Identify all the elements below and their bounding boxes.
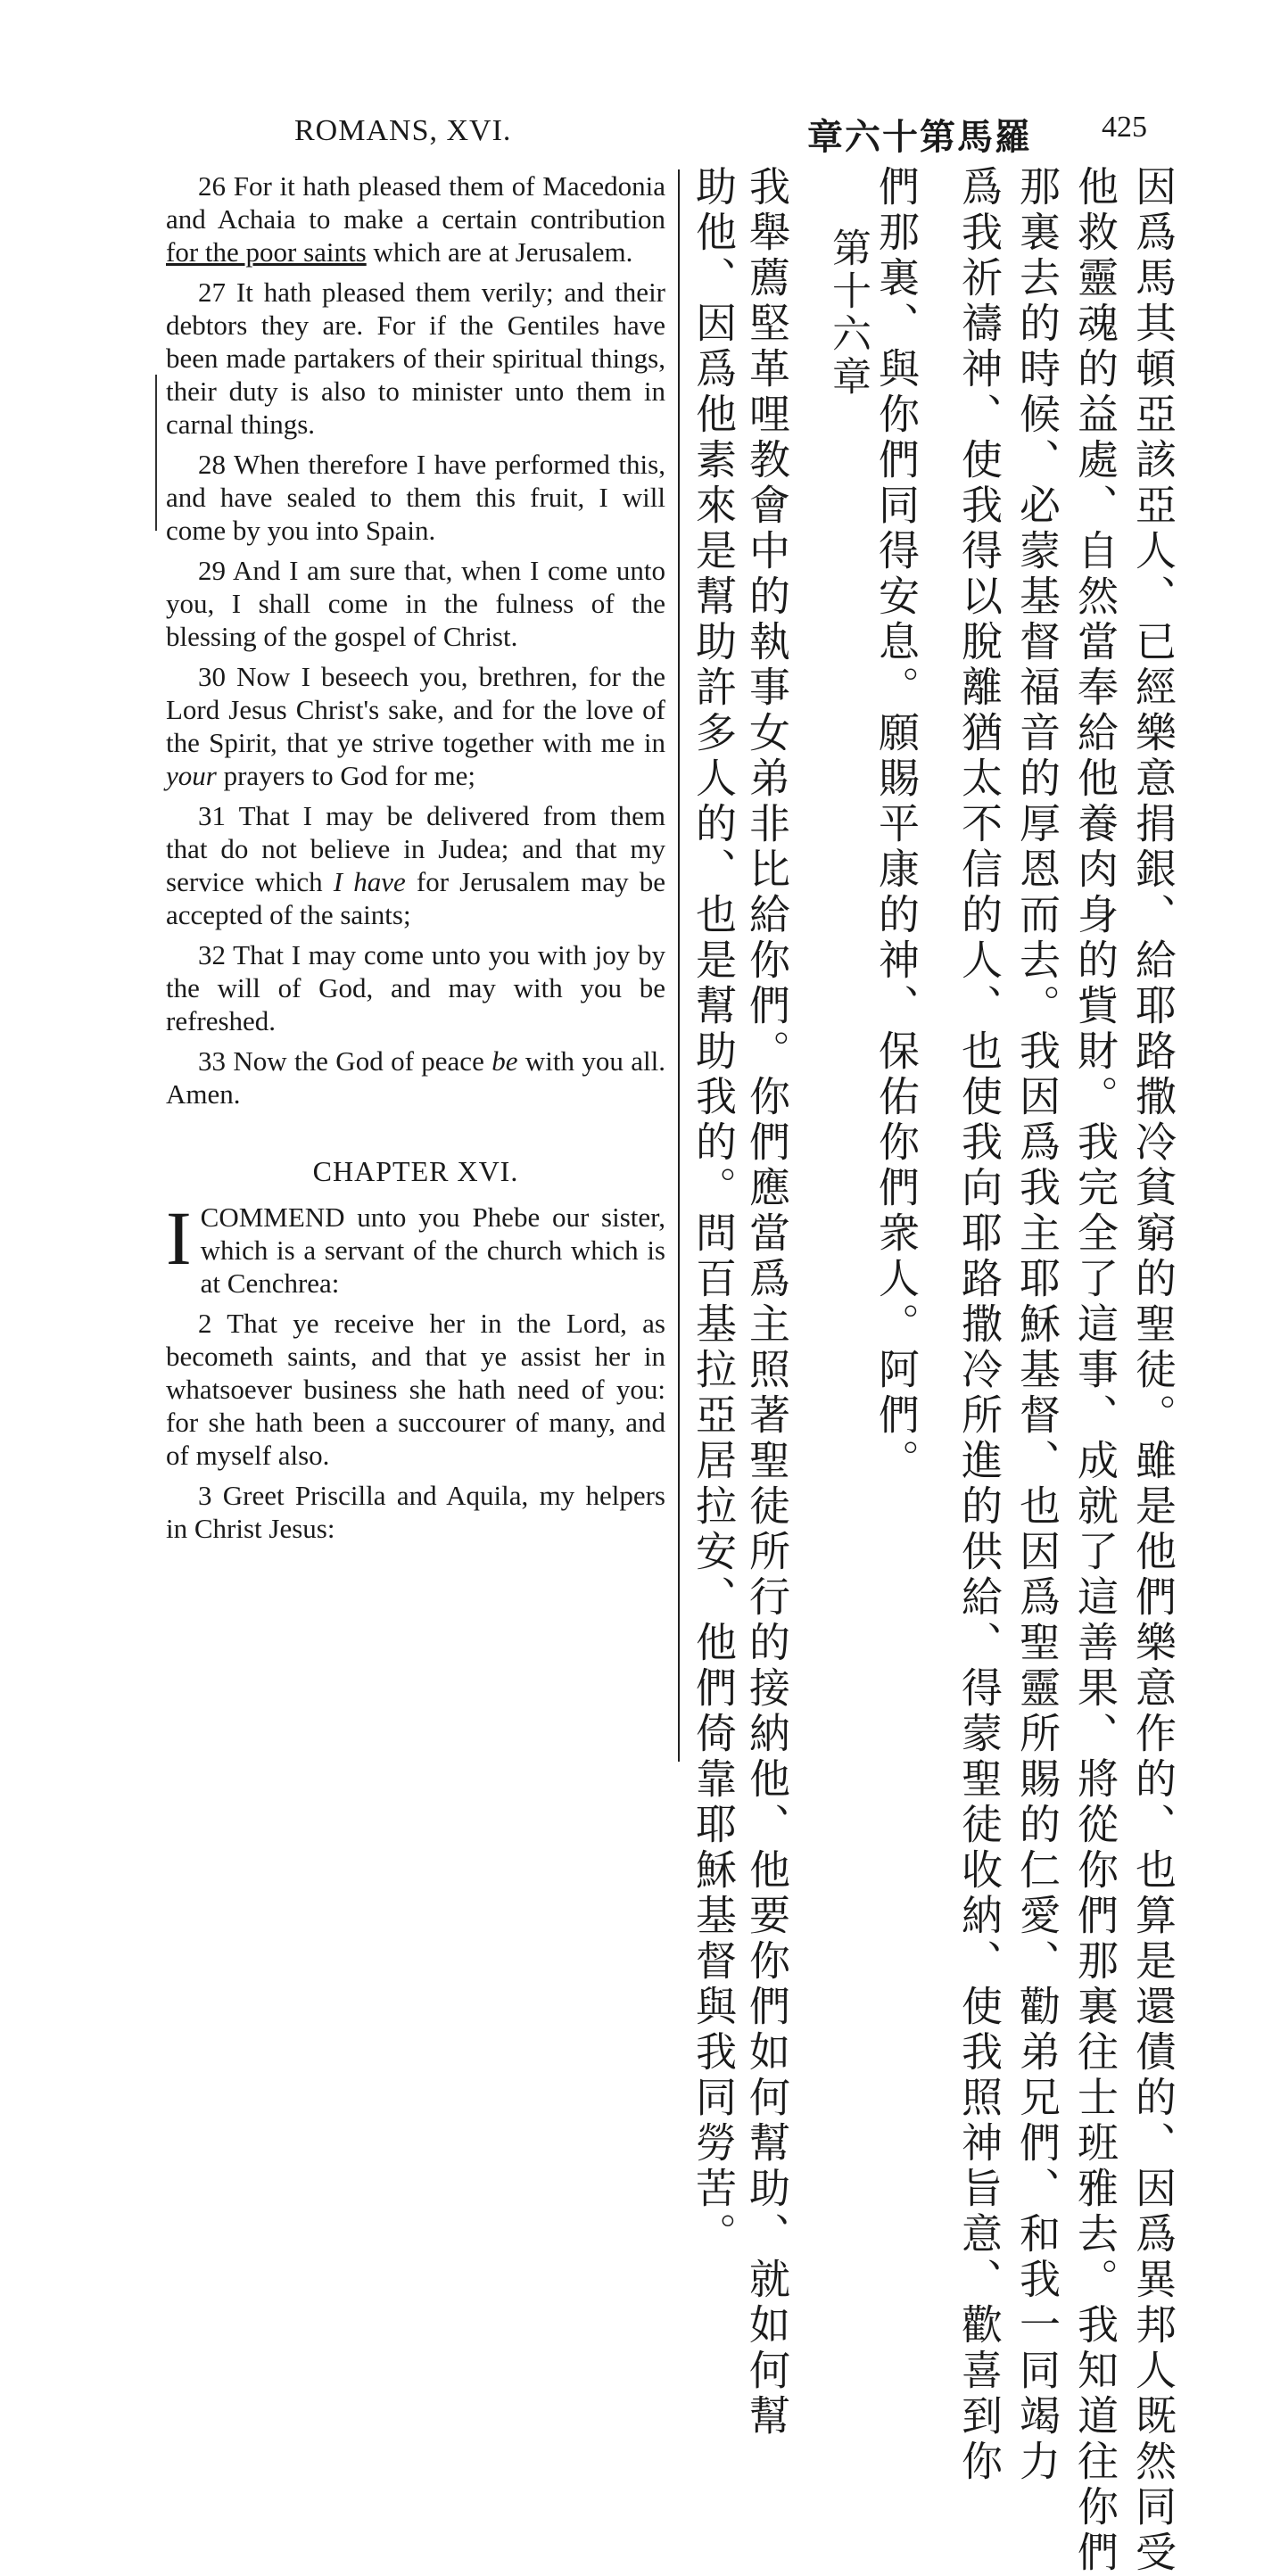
verse-31: 31 That I may be delivered from them that do not believe in Judea; and that my service which I have for Jerusalem may be accepted of the saints; [166, 800, 665, 930]
verse-26: 26 For it hath pleased them of Macedonia and Achaia to make a certain contribution for the poor saints which are at Jerusalem. [166, 170, 666, 268]
verse-30: 30 Now I beseech you, brethren, for the Lord Jesus Christ's sake, and for the love of the Spirit, that ye strive together with me in your prayers to God for me; [166, 661, 666, 791]
running-head-english: ROMANS, XVI. [294, 114, 512, 147]
verse-28: 28 When therefore I have performed this, and have sealed to them this fruit, I will come by you into Spain. [166, 449, 665, 546]
chinese-column-4: 爲我祈禱神、使我得以脫離猶太不信的人、也使我向耶路撒冷所進的供給、得蒙聖徒收納、使我照神旨意、歡喜到你 [955, 165, 1004, 2485]
chinese-column-6: 我舉薦堅革哩教會中的執事女弟非比給你們。你們應當爲主照著聖徒所行的接納他、他要你們如何幫助、就如何幫 [743, 165, 791, 2440]
chinese-column-2: 他救靈魂的益處、自然當奉給他養肉身的貲財。我完全了這事、成就了這善果、將從你們那裏往士班雅去。我知道往你們 [1071, 165, 1119, 2576]
chinese-column-5: 們那裏、與你們同得安息。願賜平康的神、保佑你們衆人。阿們。 [872, 165, 921, 1484]
margin-bar [155, 375, 157, 531]
running-head-chinese: 章六十第馬羅 [807, 117, 1032, 158]
chinese-column-1: 因爲馬其頓亞該亞人、已經樂意捐銀、給耶路撒冷貧窮的聖徒。雖是他們樂意作的、也算是還債的、因爲異邦人既然同受 [1129, 165, 1177, 2576]
chinese-column-7: 助他、因爲他素來是幫助許多人的、也是幫助我的。問百基拉亞居拉安、他們倚靠耶穌基督與我同勞苦。 [690, 165, 738, 2258]
english-column [166, 169, 665, 1552]
chapter-heading: CHAPTER XVI. [312, 1155, 519, 1187]
page-number: 425 [1102, 111, 1147, 144]
chinese-chapter-heading: 第十六章 [825, 227, 871, 399]
verse-xvi-2: 2 That ye receive her in the Lord, as becometh saints, and that ye assist her in whatsoever business she hath need of you: for she hath been a succourer of many, and of myself also. [166, 1308, 665, 1471]
chinese-text-area [687, 165, 1179, 2576]
verse-33: 33 Now the God of peace be with you all. Amen. [166, 1045, 665, 1110]
chinese-column-3: 那裏去的時候、必蒙基督福音的厚恩而去。我因爲我主耶穌基督、也因爲聖靈所賜的仁愛、勸弟兄們、和我一同竭力 [1013, 165, 1061, 2485]
verse-xvi-1: ICOMMEND unto you Phebe our sister, which is a servant of the church which is at Cenchrea: [166, 1195, 665, 1299]
verse-32: 32 That I may come unto you with joy by the will of God, and may with you be refreshed. [166, 939, 665, 1036]
drop-cap: I [166, 1195, 192, 1281]
verse-27: 27 It hath pleased them verily; and their debtors they are. For if the Gentiles have been made partakers of their spiritual things, their duty is also to minister unto them in carnal things. [166, 277, 665, 440]
verse-29: 29 And I am sure that, when I come unto you, I shall come in the fulness of the blessing of the gospel of Christ. [166, 555, 665, 652]
verse-xvi-3: 3 Greet Priscilla and Aquila, my helpers in Christ Jesus: [166, 1480, 665, 1544]
column-divider [678, 169, 680, 1762]
